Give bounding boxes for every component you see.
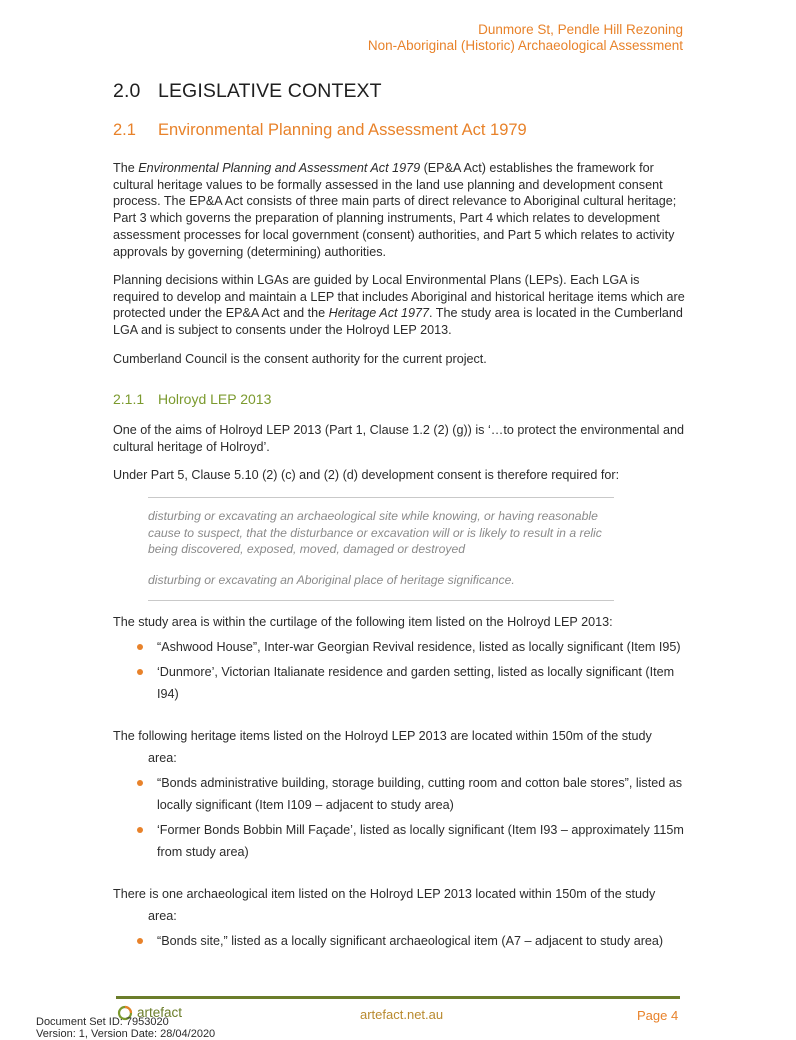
list-item-text: “Bonds administrative building, storage building, cutting room and cotton bale stores”, listed as locally significant (Item I109 – adjacent to study area)	[157, 776, 683, 812]
quote-item-2: disturbing or excavating an Aboriginal place of heritage significance.	[148, 573, 515, 587]
list-item-text: ‘Dunmore’, Victorian Italianate residence and garden setting, listed as locally significant (Item I94)	[157, 665, 675, 701]
paragraph-lep	[113, 272, 685, 339]
quote-item-1: disturbing or excavating an archaeological site while knowing, or having reasonable cause to suspect, that the disturbance or excavation will or is likely to result in a relic being discovered, exposed, moved, damaged or destroyed	[148, 509, 602, 557]
running-header-line1: Dunmore St, Pendle Hill Rezoning	[478, 22, 683, 37]
paragraph-heritage-items	[113, 726, 685, 769]
bullet-icon	[137, 644, 143, 650]
bullet-icon	[137, 938, 143, 944]
section-heading	[113, 80, 382, 103]
section-number: 2.0	[113, 80, 141, 102]
subsection-title: Environmental Planning and Assessment Act 1979	[158, 121, 527, 139]
running-header-line2: Non-Aboriginal (Historic) Archaeological Assessment	[367, 38, 683, 53]
list-item-text: ‘Former Bonds Bobbin Mill Façade’, listed as locally significant (Item I93 – approximately 115m from study area)	[157, 823, 684, 859]
para7-line2: area:	[148, 750, 177, 765]
para8-line2: area:	[148, 908, 177, 923]
paragraph-clause: Under Part 5, Clause 5.10 (2) (c) and (2) (d) development consent is therefore required for:	[113, 468, 620, 482]
para1-pre: The	[113, 161, 139, 175]
artefact-logo-text: artefact	[137, 1005, 183, 1020]
para2-post: . The study area is located in the Cumberland LGA and is subject to consents under the Holroyd LEP 2013.	[113, 306, 683, 338]
bullet-icon	[137, 827, 143, 833]
paragraph-aims: One of the aims of Holroyd LEP 2013 (Part 1, Clause 1.2 (2) (g)) is ‘…to protect the environmental and cultural heritage of Holroyd’.	[113, 423, 684, 454]
para8-line1: There is one archaeological item listed on the Holroyd LEP 2013 located within 150m of the study	[113, 887, 656, 901]
bullet-icon	[137, 669, 143, 675]
para2-italic: Heritage Act 1977	[328, 306, 430, 321]
list-item-text: “Bonds site,” listed as a locally significant archaeological item (A7 – adjacent to study area)	[157, 934, 664, 948]
para2-pre: Planning decisions within LGAs are guided by Local Environmental Plans (LEPs). Each LGA is required to develop and maintain a LEP that includes Aboriginal and historical heritage items which are protected under the EP&A Act and the	[113, 273, 685, 321]
quote-block	[148, 497, 614, 601]
para7-line1: The following heritage items listed on the Holroyd LEP 2013 are located within 150m of the study	[113, 729, 652, 743]
bullet-icon	[137, 780, 143, 786]
subsubsection-title: Holroyd LEP 2013	[158, 391, 272, 407]
page-number: Page 4	[637, 1008, 679, 1023]
subsubsection-number: 2.1.1	[113, 391, 145, 407]
subsection-heading	[113, 121, 527, 140]
subsubsection-heading	[113, 391, 271, 407]
para1-italic: Environmental Planning and Assessment Act 1979	[138, 161, 421, 175]
para1-post: (EP&A Act) establishes the framework for cultural heritage values to be formally assessed in the land use planning and development consent process. The EP&A Act consists of three main parts of direct relevance to Aboriginal cultural heritage; Part 3 which governs the preparation of planning instruments, Part 4 which relates to development assessment processes for local government (consent) authorities, and Part 5 which relates to activity approvals by governing (determining) authorities.	[113, 161, 677, 259]
subsection-number: 2.1	[113, 121, 136, 139]
paragraph-curtilage: The study area is within the curtilage of the following item listed on the Holroyd LEP 2013:	[113, 615, 613, 629]
paragraph-consent-authority: Cumberland Council is the consent authority for the current project.	[113, 352, 487, 366]
document-version: Version: 1, Version Date: 28/04/2020	[36, 1028, 216, 1040]
paragraph-archaeological-item	[113, 884, 685, 927]
footer-rule	[116, 996, 680, 999]
section-title: LEGISLATIVE CONTEXT	[158, 80, 382, 102]
paragraph-ep-a-act	[113, 160, 685, 260]
document-set-id: Document Set ID: 7953020	[36, 1016, 169, 1028]
footer-url[interactable]: artefact.net.au	[360, 1007, 444, 1022]
list-item-text: “Ashwood House”, Inter-war Georgian Revival residence, listed as locally significant (Item I95)	[157, 640, 681, 654]
